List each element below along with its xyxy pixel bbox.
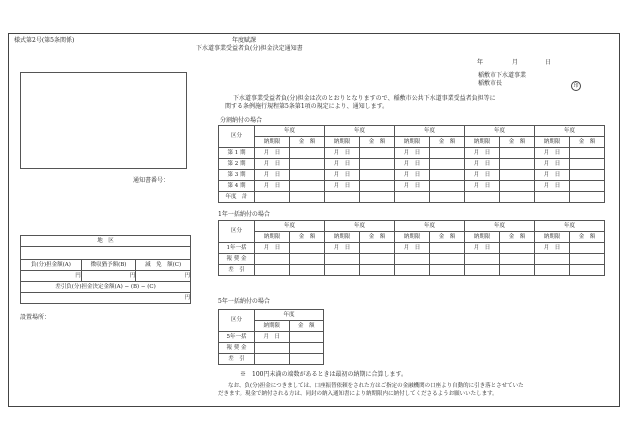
rounding-note: ※ 100円未満の端数があるときは最初の納期に合算します。 xyxy=(240,371,407,378)
col-burden-amount: 負(分)担金額(A) xyxy=(21,260,82,271)
due-header: 納期限 xyxy=(465,232,500,243)
due-header: 納期限 xyxy=(255,137,290,148)
date-day: 日 xyxy=(545,59,552,66)
nendo-header: 年度 xyxy=(325,221,395,232)
issuer-head: 稲敷市長 xyxy=(478,80,503,87)
kubun-header: 区分 xyxy=(219,221,255,243)
footer-line-1: なお、負(分)担金につきましては、口座振替依頼をされた方はご指定の金融機関の口座より自動的に引き落とさせていた xyxy=(228,383,524,389)
table-row xyxy=(219,159,605,170)
due-header: 納期限 xyxy=(255,321,290,332)
amount-header: 金 額 xyxy=(290,137,325,148)
form-number: 様式第2号(第5条関係) xyxy=(14,37,75,44)
nendo-header: 年度 xyxy=(465,221,535,232)
due-cell: 月 日 xyxy=(535,159,570,170)
row-label: 第 4 期 xyxy=(219,181,255,192)
installment-title: 分割納付の場合 xyxy=(220,117,263,124)
amount-header: 金 額 xyxy=(360,232,395,243)
row-label: 5年一括 xyxy=(219,332,255,343)
address-window xyxy=(20,72,187,169)
due-cell: 月 日 xyxy=(255,332,290,343)
amount-header: 金 額 xyxy=(289,321,324,332)
nendo-header: 年度 xyxy=(535,221,605,232)
seal-icon: 印 xyxy=(571,81,581,91)
due-cell: 月 日 xyxy=(255,243,290,254)
yen-unit: 円 xyxy=(136,271,191,282)
nendo-header: 年度 xyxy=(255,310,324,321)
nendo-header: 年度 xyxy=(395,221,465,232)
due-header: 納期限 xyxy=(465,137,500,148)
yen-unit: 円 xyxy=(81,271,136,282)
lump1-title: 1年一括納付の場合 xyxy=(218,211,270,218)
row-label: 1年一括 xyxy=(219,243,255,254)
due-cell: 月 日 xyxy=(535,181,570,192)
table-row xyxy=(219,254,605,265)
due-cell: 月 日 xyxy=(465,243,500,254)
table-row xyxy=(219,243,605,254)
due-cell: 月 日 xyxy=(465,170,500,181)
due-cell: 月 日 xyxy=(255,170,290,181)
due-cell: 月 日 xyxy=(325,181,360,192)
intro-line-2: 関する条例施行規程第5条第1項の規定により、通知します。 xyxy=(225,103,389,110)
row-label: 報 奨 金 xyxy=(219,254,255,265)
row-label: 差 引 xyxy=(219,354,255,365)
table-row xyxy=(219,181,605,192)
installment-table xyxy=(218,125,605,203)
due-cell: 月 日 xyxy=(395,148,430,159)
table-row xyxy=(219,354,324,365)
due-cell: 月 日 xyxy=(535,148,570,159)
year-label: 年度賦課 xyxy=(232,37,257,44)
due-header: 納期限 xyxy=(325,232,360,243)
due-cell: 月 日 xyxy=(395,159,430,170)
table-row xyxy=(219,332,324,343)
table-row xyxy=(219,192,605,203)
kubun-header: 区分 xyxy=(219,310,255,332)
nendo-header: 年度 xyxy=(255,126,325,137)
nendo-header: 年度 xyxy=(255,221,325,232)
due-header: 納期限 xyxy=(535,137,570,148)
yen-unit: 円 xyxy=(21,293,191,304)
due-cell: 月 日 xyxy=(325,170,360,181)
due-cell: 月 日 xyxy=(325,243,360,254)
due-cell: 月 日 xyxy=(465,181,500,192)
kubun-header: 区分 xyxy=(219,126,255,148)
due-cell: 月 日 xyxy=(535,170,570,181)
document-title: 下水道事業受益者負(分)担金決定通知書 xyxy=(196,45,303,52)
lump5-table xyxy=(218,309,324,365)
row-label: 差 引 xyxy=(219,265,255,276)
table-row xyxy=(219,265,605,276)
row-label: 第 2 期 xyxy=(219,159,255,170)
due-header: 納期限 xyxy=(535,232,570,243)
yen-unit: 円 xyxy=(21,271,82,282)
amount-header: 金 額 xyxy=(500,137,535,148)
amount-header: 金 額 xyxy=(360,137,395,148)
district-header: 地 区 xyxy=(21,236,191,247)
table-row xyxy=(219,343,324,354)
due-cell: 月 日 xyxy=(325,159,360,170)
nendo-header: 年度 xyxy=(465,126,535,137)
due-cell: 月 日 xyxy=(395,243,430,254)
row-label: 報 奨 金 xyxy=(219,343,255,354)
due-cell: 月 日 xyxy=(395,170,430,181)
due-cell: 月 日 xyxy=(465,148,500,159)
nendo-header: 年度 xyxy=(395,126,465,137)
notice-number-label: 通知書番号： xyxy=(133,177,170,184)
issuer-org: 稲敷市下水道事業 xyxy=(478,72,527,79)
balance-label: 差引負(分)担金決定金額(A) − (B) − (C) xyxy=(21,282,191,293)
row-label: 第 3 期 xyxy=(219,170,255,181)
due-cell: 月 日 xyxy=(535,243,570,254)
lump5-title: 5年一括納付の場合 xyxy=(218,298,270,305)
nendo-header: 年度 xyxy=(535,126,605,137)
amount-header: 金 額 xyxy=(500,232,535,243)
amount-header: 金 額 xyxy=(430,137,465,148)
due-header: 納期限 xyxy=(325,137,360,148)
due-header: 納期限 xyxy=(395,232,430,243)
amount-header: 金 額 xyxy=(570,137,605,148)
table-row xyxy=(219,170,605,181)
due-cell: 月 日 xyxy=(255,181,290,192)
due-cell: 月 日 xyxy=(395,181,430,192)
due-cell: 月 日 xyxy=(255,148,290,159)
col-exemption-amount: 減 免 額(C) xyxy=(136,260,191,271)
due-header: 納期限 xyxy=(255,232,290,243)
due-cell: 月 日 xyxy=(325,148,360,159)
date-year: 年 xyxy=(477,59,484,66)
due-cell: 月 日 xyxy=(255,159,290,170)
lump1-table xyxy=(218,220,605,276)
due-header: 納期限 xyxy=(395,137,430,148)
location-label: 設置場所： xyxy=(20,314,51,321)
row-label: 年度 計 xyxy=(219,192,255,203)
amount-header: 金 額 xyxy=(430,232,465,243)
amount-header: 金 額 xyxy=(570,232,605,243)
summary-table xyxy=(20,235,191,304)
col-deferred-amount: 徴収猶予額(B) xyxy=(81,260,136,271)
intro-line-1: 下水道事業受益者負(分)担金は次のとおりとなりますので、稲敷市公共下水道事業受益者負担等に xyxy=(233,95,496,102)
amount-header: 金 額 xyxy=(290,232,325,243)
table-row xyxy=(219,148,605,159)
nendo-header: 年度 xyxy=(325,126,395,137)
footer-line-2: だきます。現金で納付される方は、同封の納入通知書により納期限内に納付してくださるようお願いいたします。 xyxy=(218,391,498,397)
date-month: 月 xyxy=(512,59,519,66)
row-label: 第 1 期 xyxy=(219,148,255,159)
due-cell: 月 日 xyxy=(465,159,500,170)
